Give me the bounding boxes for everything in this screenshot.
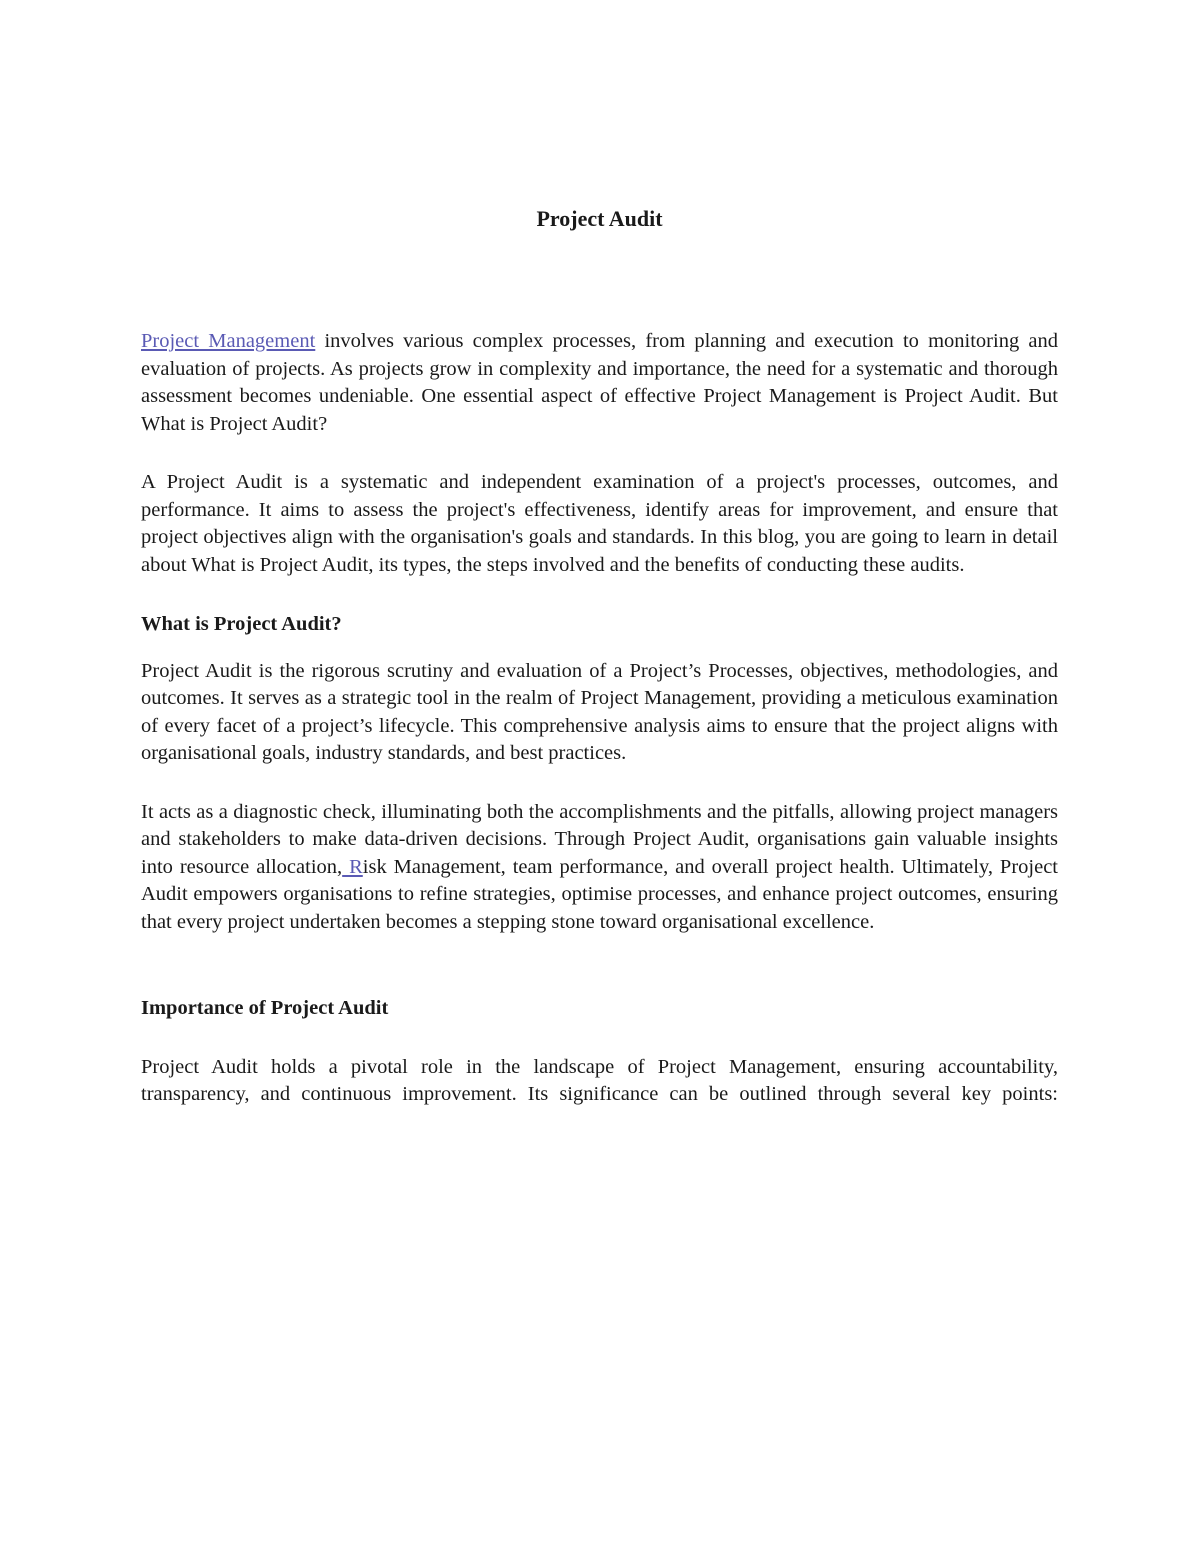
intro-paragraph bbox=[141, 328, 1058, 438]
project-management-link[interactable]: Project Management bbox=[141, 330, 316, 352]
section-heading-what-is: What is Project Audit? bbox=[141, 613, 342, 635]
what-is-paragraph-2-text-after: isk Management, team performance, and overall project health. Ultimately, Project Audit empowers organisations to refine strategies, optimise processes, and enhance project outcomes, ensuring that every project undertaken becomes a stepping stone toward organisational excellence. bbox=[141, 855, 1058, 933]
spacer bbox=[141, 438, 1058, 469]
spacer bbox=[141, 1023, 1058, 1054]
section-heading-importance: Importance of Project Audit bbox=[141, 997, 389, 1019]
spacer bbox=[141, 639, 1058, 658]
what-is-paragraph-1: Project Audit is the rigorous scrutiny and evaluation of a Project’s Processes, objectives, methodologies, and outcomes. It serves as a strategic tool in the realm of Project Management, providing a meticulous examination of every facet of a project’s lifecycle. This comprehensive analysis aims to ensure that the project aligns with organisational goals, industry standards, and best practices. bbox=[141, 659, 1058, 764]
risk-management-link[interactable]: R bbox=[342, 855, 363, 878]
importance-paragraph: Project Audit holds a pivotal role in the landscape of Project Management, ensuring accountability, transparency, and continuous improvement. Its significance can be outlined through several key points: bbox=[141, 1055, 1058, 1105]
what-is-paragraph-2 bbox=[141, 799, 1058, 937]
spacer bbox=[141, 579, 1058, 611]
definition-paragraph: A Project Audit is a systematic and independent examination of a project's processes, outcomes, and performance. It aims to assess the project's effectiveness, identify areas for improvement, and ensure that project objectives align with the organisation's goals and standards. In this blog, you are going to learn in detail about What is Project Audit, its types, the steps involved and the benefits of conducting these audits. bbox=[141, 471, 1058, 576]
what-is-paragraph-2-text-before: It acts as a diagnostic check, illuminating both the accomplishments and the pitfalls, allowing project managers and stakeholders to make data-driven decisions. Through Project Audit, organisations gain valuable insights into resource allocation, bbox=[141, 800, 1058, 878]
document-body bbox=[141, 198, 1058, 1109]
spacer bbox=[141, 768, 1058, 799]
intro-text: involves various complex processes, from planning and execution to monitoring and evaluation of projects. As projects grow in complexity and importance, the need for a systematic and thorough assessment becomes undeniable. One essential aspect of effective Project Management is Project Audit. But What is Project Audit? bbox=[141, 330, 1058, 435]
spacer bbox=[141, 936, 1058, 995]
page-title: Project Audit bbox=[536, 206, 663, 231]
